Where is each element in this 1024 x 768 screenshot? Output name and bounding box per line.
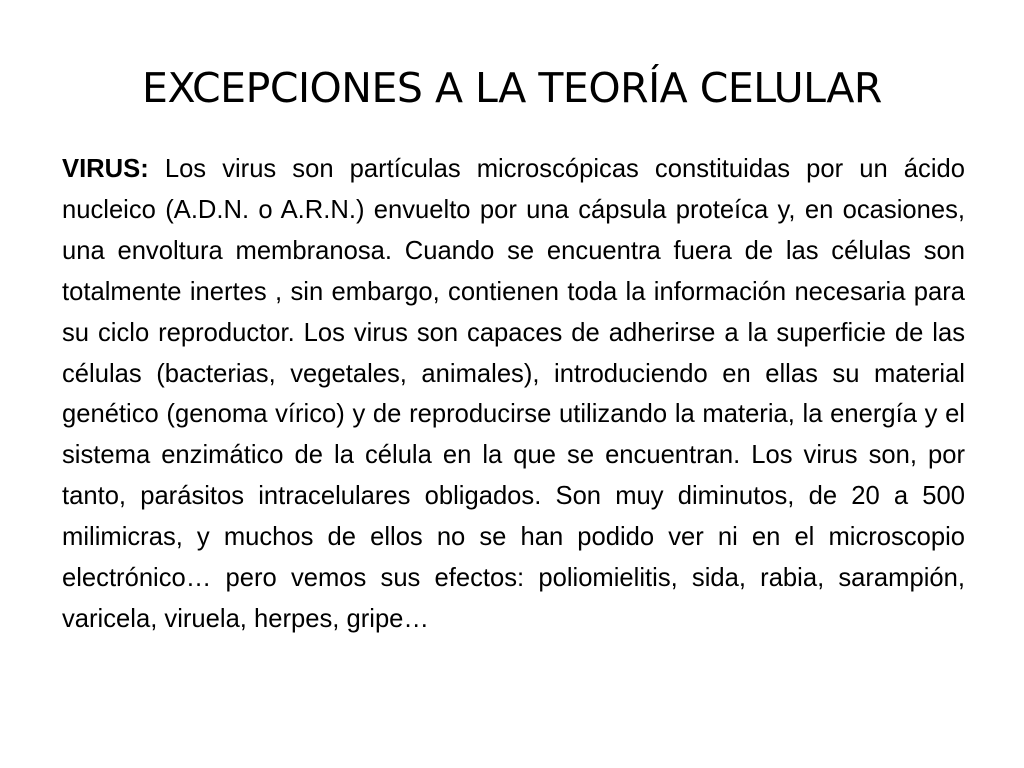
virus-lead-term: VIRUS: bbox=[62, 155, 149, 183]
slide-body-paragraph bbox=[62, 149, 965, 640]
virus-description-text: Los virus son partículas microscópicas constituidas por un ácido nucleico (A.D.N. o A.R.N.) envuelto por una cápsula proteíca y, en ocasiones, una envoltura membranosa. Cuando se encuentra fuera de las células son totalmente inertes , sin embargo, contienen toda la información necesaria para su ciclo reproductor. Los virus son capaces de adherirse a la superficie de las células (bacterias, vegetales, animales), introduciendo en ellas su material genético (genoma vírico) y de reproducirse utilizando la materia, la energía y el sistema enzimático de la célula en la que se encuentran. Los virus son, por tanto, parásitos intracelulares obligados. Son muy diminutos, de 20 a 500 milimicras, y muchos de ellos no se han podido ver ni en el microscopio electrónico… pero vemos sus efectos: poliomielitis, sida, rabia, sarampión, varicela, viruela, herpes, gripe… bbox=[62, 155, 965, 633]
slide-title: EXCEPCIONES A LA TEORÍA CELULAR bbox=[142, 64, 882, 112]
